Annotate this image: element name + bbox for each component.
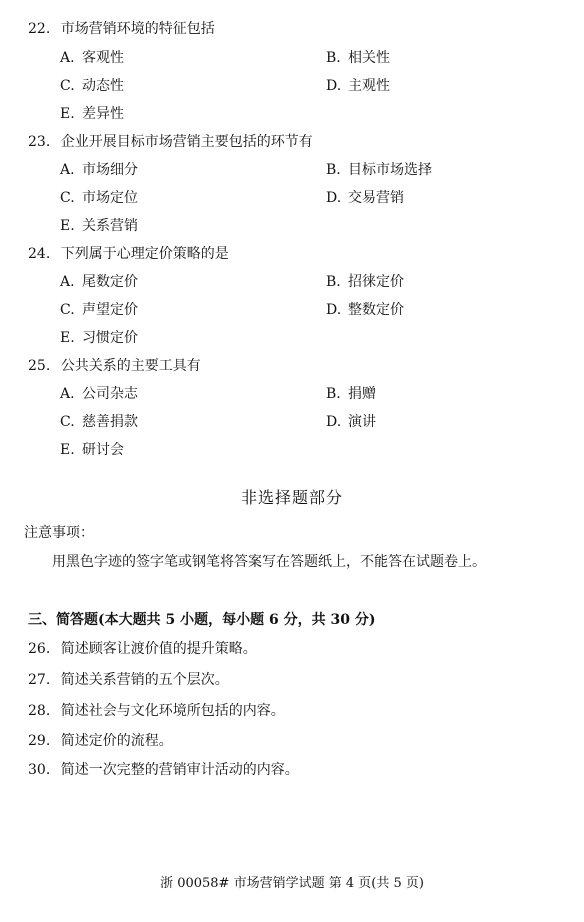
option-text: 慈善捐款 xyxy=(82,414,138,430)
option-letter: A. xyxy=(60,162,75,178)
question-23 xyxy=(28,131,313,151)
notice-label: 注意事项： xyxy=(24,525,94,541)
question-25 xyxy=(28,355,201,375)
question-number: 27. xyxy=(28,672,51,688)
option-23-d xyxy=(326,187,404,207)
question-number: 28. xyxy=(28,703,51,719)
option-letter: E. xyxy=(60,218,75,234)
question-number: 30. xyxy=(28,762,51,778)
option-letter: E. xyxy=(60,442,75,458)
section-title: 非选择题部分 xyxy=(240,488,343,507)
option-22-b xyxy=(326,47,390,67)
option-24-a xyxy=(60,271,138,291)
option-23-e xyxy=(60,215,138,235)
option-23-c xyxy=(60,187,138,207)
option-text: 演讲 xyxy=(348,414,376,430)
option-letter: A. xyxy=(60,274,75,290)
option-22-a xyxy=(60,47,124,67)
option-text: 客观性 xyxy=(82,50,124,66)
option-23-b xyxy=(326,159,432,179)
question-text: 简述社会与文化环境所包括的内容。 xyxy=(60,703,285,719)
option-24-e xyxy=(60,327,138,347)
option-text: 声望定价 xyxy=(82,302,138,318)
option-25-e xyxy=(60,439,124,459)
option-text: 相关性 xyxy=(348,50,390,66)
option-text: 主观性 xyxy=(348,78,390,94)
option-text: 动态性 xyxy=(82,78,124,94)
question-22 xyxy=(28,18,215,38)
option-text: 尾数定价 xyxy=(82,274,138,290)
option-letter: D. xyxy=(326,302,342,318)
option-text: 招徕定价 xyxy=(348,274,404,290)
option-25-b xyxy=(326,383,376,403)
option-25-d xyxy=(326,411,376,431)
short-question-30 xyxy=(28,759,299,779)
option-letter: C. xyxy=(60,190,75,206)
page-footer: 浙 00058# 市场营销学试题 第 4 页(共 5 页) xyxy=(160,876,424,891)
option-text: 公司杂志 xyxy=(82,386,138,402)
option-text: 捐赠 xyxy=(348,386,376,402)
option-letter: E. xyxy=(60,106,75,122)
option-22-c xyxy=(60,75,124,95)
question-number: 25. xyxy=(28,358,51,374)
option-letter: B. xyxy=(326,162,341,178)
short-question-29 xyxy=(28,730,173,750)
option-22-e xyxy=(60,103,124,123)
option-letter: C. xyxy=(60,78,75,94)
short-question-27 xyxy=(28,669,229,689)
option-25-c xyxy=(60,411,138,431)
option-22-d xyxy=(326,75,390,95)
option-letter: C. xyxy=(60,302,75,318)
question-stem: 市场营销环境的特征包括 xyxy=(60,21,215,37)
option-letter: D. xyxy=(326,78,342,94)
question-text: 简述关系营销的五个层次。 xyxy=(60,672,229,688)
question-number: 29. xyxy=(28,733,51,749)
option-24-b xyxy=(326,271,404,291)
option-letter: C. xyxy=(60,414,75,430)
short-question-28 xyxy=(28,700,285,720)
option-letter: E. xyxy=(60,330,75,346)
notice-text: 用黑色字迹的签字笔或钢笔将答案写在答题纸上，不能答在试题卷上。 xyxy=(52,554,486,570)
option-letter: B. xyxy=(326,274,341,290)
option-23-a xyxy=(60,159,138,179)
question-number: 26. xyxy=(28,641,51,657)
option-text: 差异性 xyxy=(82,106,124,122)
question-number: 22. xyxy=(28,21,51,37)
option-letter: D. xyxy=(326,414,342,430)
question-24 xyxy=(28,243,229,263)
question-text: 简述定价的流程。 xyxy=(60,733,173,749)
short-question-26 xyxy=(28,638,257,658)
question-text: 简述一次完整的营销审计活动的内容。 xyxy=(60,762,299,778)
option-letter: D. xyxy=(326,190,342,206)
option-25-a xyxy=(60,383,138,403)
part3-heading: 三、简答题(本大题共 5 小题，每小题 6 分，共 30 分) xyxy=(28,612,376,628)
question-number: 24. xyxy=(28,246,51,262)
question-text: 简述顾客让渡价值的提升策略。 xyxy=(60,641,257,657)
question-stem: 公共关系的主要工具有 xyxy=(60,358,201,374)
option-24-d xyxy=(326,299,404,319)
question-number: 23. xyxy=(28,134,51,150)
option-text: 整数定价 xyxy=(348,302,404,318)
option-letter: A. xyxy=(60,50,75,66)
option-text: 市场细分 xyxy=(82,162,138,178)
option-letter: B. xyxy=(326,50,341,66)
option-text: 交易营销 xyxy=(348,190,404,206)
option-24-c xyxy=(60,299,138,319)
option-text: 关系营销 xyxy=(82,218,138,234)
option-text: 目标市场选择 xyxy=(348,162,432,178)
option-letter: B. xyxy=(326,386,341,402)
question-stem: 企业开展目标市场营销主要包括的环节有 xyxy=(60,134,313,150)
option-text: 市场定位 xyxy=(82,190,138,206)
option-text: 研讨会 xyxy=(82,442,124,458)
option-letter: A. xyxy=(60,386,75,402)
option-text: 习惯定价 xyxy=(82,330,138,346)
question-stem: 下列属于心理定价策略的是 xyxy=(60,246,229,262)
